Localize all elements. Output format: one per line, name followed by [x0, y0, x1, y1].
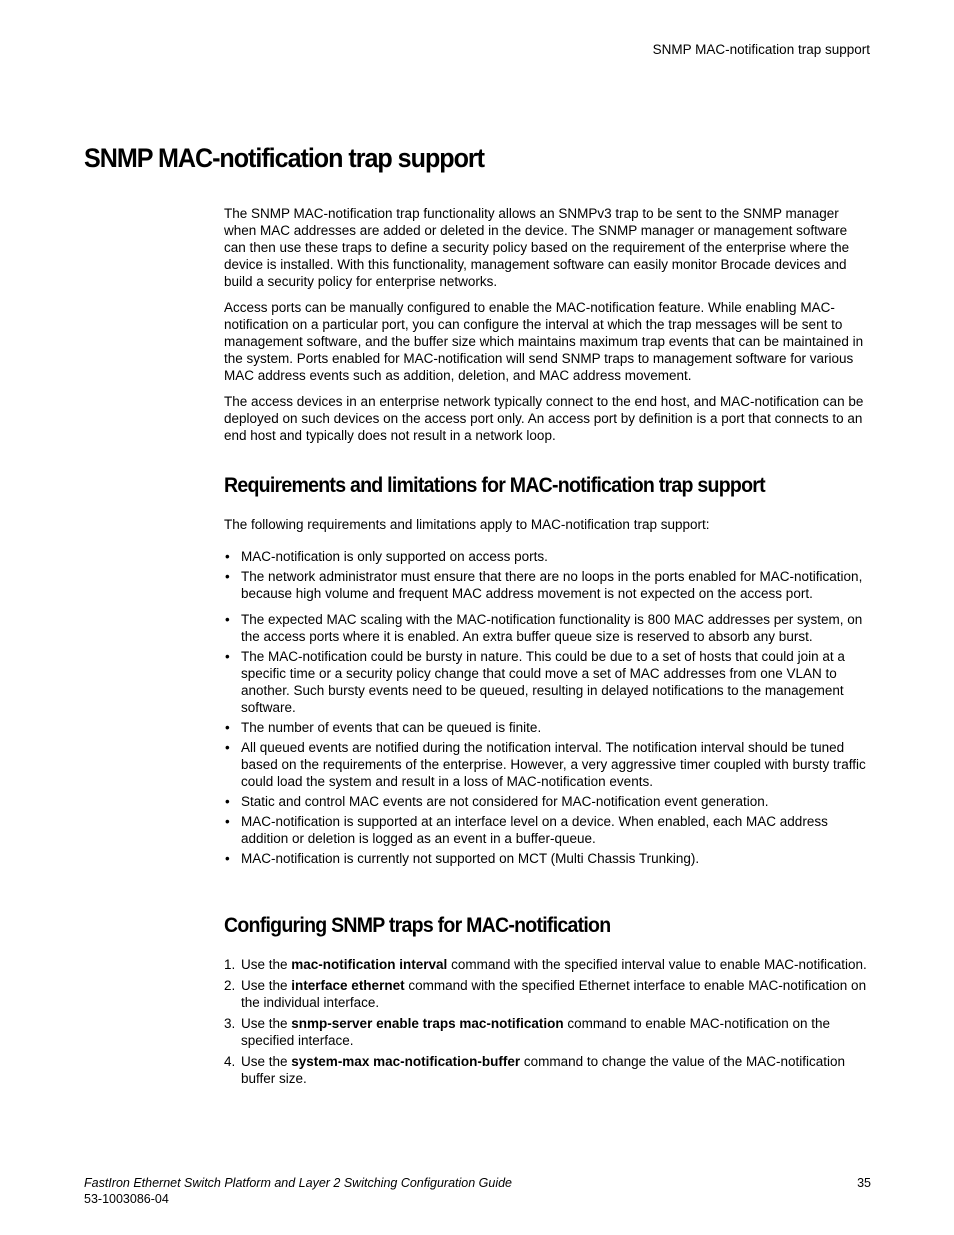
intro-body: [224, 205, 872, 453]
list-item: • MAC-notification is currently not supported on MCT (Multi Chassis Trunking).: [224, 850, 872, 867]
requirements-heading: Requirements and limitations for MAC-notification trap support: [224, 474, 765, 497]
step-number: 2.: [224, 978, 236, 993]
list-item: • The network administrator must ensure that there are no loops in the ports enabled for MAC-notification, because high volume and frequent MAC address movement is not expected on the access port.: [224, 568, 872, 602]
step-item: [224, 956, 872, 973]
running-header: SNMP MAC-notification trap support: [652, 42, 870, 57]
step-text-post: command to enable MAC-notification on the specified interface.: [241, 1016, 831, 1048]
page-footer: [84, 1175, 871, 1207]
requirements-body: [224, 516, 872, 870]
list-item: • Static and control MAC events are not considered for MAC-notification event generation.: [224, 793, 872, 810]
list-item: • The MAC-notification could be bursty in nature. This could be due to a set of hosts that could join at a specific time or a security policy change that could move a set of MAC addresses from one VLAN to another. Such bursty events need to be queued, resulting in delayed notifications to the management software.: [224, 648, 872, 716]
requirements-list: [224, 548, 872, 867]
step-text-pre: Use the: [241, 978, 292, 993]
list-item: • The expected MAC scaling with the MAC-notification functionality is 800 MAC addresses per system, on the access ports where it is enabled. An extra buffer queue size is reserved to absorb any burst.: [224, 611, 872, 645]
step-item: [224, 1015, 872, 1049]
list-item: • All queued events are notified during the notification interval. The notification interval should be tuned based on the requirements of the enterprise. However, a very aggressive timer coupled with bursty traffic could load the system and result in a loss of MAC-notification events.: [224, 739, 872, 790]
list-item: • MAC-notification is supported at an interface level on a device. When enabled, each MAC address addition or deletion is logged as an event in a buffer-queue.: [224, 813, 872, 847]
footer-page-number: 35: [857, 1176, 871, 1190]
step-text-post: command to change the value of the MAC-notification buffer size.: [241, 1054, 846, 1086]
step-item: [224, 977, 872, 1011]
step-text-pre: Use the: [241, 957, 292, 972]
footer-doc-number: 53-1003086-04: [84, 1192, 169, 1206]
section-title: SNMP MAC-notification trap support: [84, 143, 484, 173]
footer-doc-title: FastIron Ethernet Switch Platform and Layer 2 Switching Configuration Guide: [84, 1176, 512, 1190]
list-item: • The number of events that can be queued is finite.: [224, 719, 872, 736]
intro-paragraph-1: The SNMP MAC-notification trap functionality allows an SNMPv3 trap to be sent to the SNMP manager when MAC addresses are added or deleted in the device. The SNMP manager or management software can then use these traps to define a security policy based on the requirement of the enterprise where the device is installed. With this functionality, management software can easily monitor Brocade devices and build a security policy for enterprise networks.: [224, 206, 850, 289]
intro-paragraph-2: Access ports can be manually configured to enable the MAC-notification feature. While enabling MAC-notification on a particular port, you can configure the interval at which the trap messages will be sent to management software, and the buffer size which maintains maximum trap events that can be maintained in the system. Ports enabled for MAC-notification will send SNMP traps to management software for various MAC address events such as addition, deletion, and MAC address movement.: [224, 300, 864, 383]
step-number: 3.: [224, 1016, 236, 1031]
configuring-steps: [224, 956, 872, 1087]
intro-paragraph-3: The access devices in an enterprise network typically connect to the end host, and MAC-notification can be deployed on such devices on the access port only. An access port by definition is a port that connects to an end host and typically does not result in a network loop.: [224, 394, 864, 443]
step-number: 4.: [224, 1054, 236, 1069]
step-command: interface ethernet: [291, 978, 405, 993]
requirements-intro: The following requirements and limitations apply to MAC-notification trap support:: [224, 517, 710, 532]
configuring-body: [224, 956, 872, 1091]
step-command: snmp-server enable traps mac-notification: [291, 1016, 564, 1031]
step-text-post: command with the specified interval value to enable MAC-notification.: [447, 957, 867, 972]
step-text-pre: Use the: [241, 1054, 292, 1069]
step-text-post: command with the specified Ethernet interface to enable MAC-notification on the individual interface.: [241, 978, 867, 1010]
step-item: [224, 1053, 872, 1087]
configuring-heading: Configuring SNMP traps for MAC-notification: [224, 914, 611, 937]
step-text-pre: Use the: [241, 1016, 292, 1031]
step-command: mac-notification interval: [291, 957, 448, 972]
list-item: • MAC-notification is only supported on access ports.: [224, 548, 872, 565]
step-number: 1.: [224, 957, 236, 972]
step-command: system-max mac-notification-buffer: [291, 1054, 521, 1069]
